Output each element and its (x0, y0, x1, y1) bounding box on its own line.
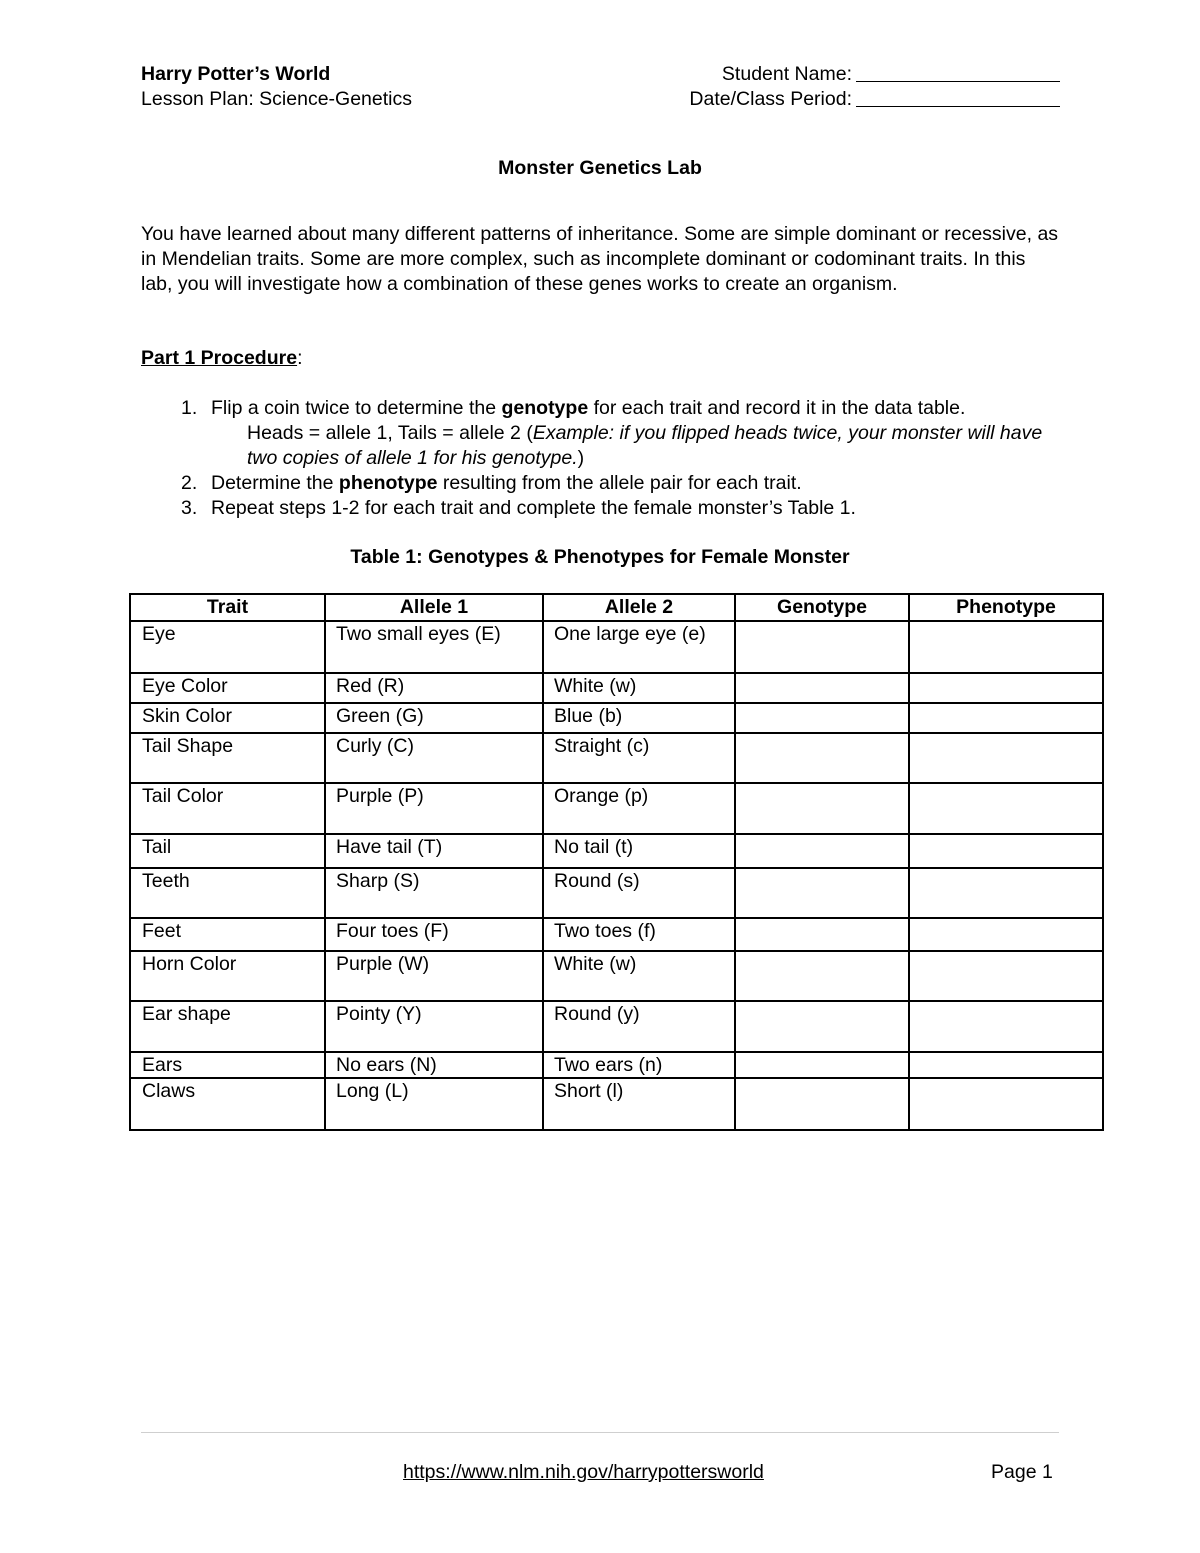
genotype-cell[interactable] (735, 673, 909, 703)
phenotype-cell[interactable] (909, 951, 1103, 1001)
trait-cell: Tail Shape (130, 733, 325, 783)
step-1-text-a: Flip a coin twice to determine the (211, 397, 502, 419)
genotype-phenotype-table (129, 593, 1104, 1131)
column-header-genotype: Genotype (735, 594, 909, 621)
phenotype-term: phenotype (338, 472, 438, 494)
procedure-steps (141, 396, 1071, 521)
table-row (130, 733, 1103, 783)
step-3 (141, 496, 1071, 521)
trait-cell: Ears (130, 1052, 325, 1078)
page-number: Page 1 (991, 1461, 1053, 1483)
student-name-blank[interactable] (856, 62, 1060, 82)
phenotype-cell[interactable] (909, 783, 1103, 834)
trait-cell: Eye Color (130, 673, 325, 703)
step-1-detail (141, 421, 1071, 471)
allele1-cell: Purple (P) (325, 783, 543, 834)
document-header-left (141, 62, 412, 112)
phenotype-cell[interactable] (909, 733, 1103, 783)
step-2-text-b: resulting from the allele pair for each trait. (437, 472, 802, 494)
table-row (130, 951, 1103, 1001)
allele2-cell: Blue (b) (543, 703, 735, 733)
genotype-cell[interactable] (735, 868, 909, 918)
trait-cell: Ear shape (130, 1001, 325, 1052)
allele1-cell: Purple (W) (325, 951, 543, 1001)
step-1-example: Example: if you flipped heads twice, your monster will have two copies of allele 1 for his genotype. (247, 422, 1043, 469)
genotype-cell[interactable] (735, 621, 909, 673)
column-header-allele1: Allele 1 (325, 594, 543, 621)
table-row (130, 1001, 1103, 1052)
step-2 (141, 471, 1071, 496)
allele2-cell: White (w) (543, 673, 735, 703)
genotype-cell[interactable] (735, 834, 909, 868)
step-3-number: 3. (181, 497, 198, 519)
phenotype-cell[interactable] (909, 621, 1103, 673)
allele1-cell: Pointy (Y) (325, 1001, 543, 1052)
step-1-detail-b: ) (577, 447, 585, 469)
genotype-cell[interactable] (735, 703, 909, 733)
part1-heading-colon: : (297, 347, 303, 369)
table-header-row (130, 594, 1103, 621)
allele2-cell: Short (l) (543, 1078, 735, 1130)
step-1-number: 1. (181, 397, 198, 419)
document-header-right (668, 62, 1060, 112)
genotype-cell[interactable] (735, 733, 909, 783)
lesson-plan-label: Lesson Plan: Science-Genetics (141, 88, 412, 110)
genotype-cell[interactable] (735, 1078, 909, 1130)
genotype-cell[interactable] (735, 918, 909, 951)
allele1-cell: Two small eyes (E) (325, 621, 543, 673)
phenotype-cell[interactable] (909, 868, 1103, 918)
part1-heading-text: Part 1 Procedure (141, 347, 298, 369)
allele2-cell: Round (s) (543, 868, 735, 918)
phenotype-cell[interactable] (909, 918, 1103, 951)
table-row (130, 673, 1103, 703)
trait-cell: Teeth (130, 868, 325, 918)
table-row (130, 1078, 1103, 1130)
step-2-text (211, 471, 1071, 496)
allele1-cell: Four toes (F) (325, 918, 543, 951)
trait-cell: Horn Color (130, 951, 325, 1001)
column-header-allele2: Allele 2 (543, 594, 735, 621)
allele1-cell: No ears (N) (325, 1052, 543, 1078)
trait-cell: Eye (130, 621, 325, 673)
table-row (130, 834, 1103, 868)
phenotype-cell[interactable] (909, 703, 1103, 733)
allele2-cell: Orange (p) (543, 783, 735, 834)
table-row (130, 868, 1103, 918)
table-row (130, 783, 1103, 834)
trait-cell: Feet (130, 918, 325, 951)
allele1-cell: Green (G) (325, 703, 543, 733)
allele2-cell: Two ears (n) (543, 1052, 735, 1078)
allele2-cell: Straight (c) (543, 733, 735, 783)
table-row (130, 621, 1103, 673)
allele2-cell: Two toes (f) (543, 918, 735, 951)
part1-heading (141, 346, 303, 371)
step-1-detail-a: Heads = allele 1, Tails = allele 2 ( (247, 422, 533, 444)
footer-divider (141, 1432, 1059, 1433)
step-3-text: Repeat steps 1-2 for each trait and complete the female monster’s Table 1. (211, 497, 856, 519)
allele1-cell: Curly (C) (325, 733, 543, 783)
allele1-cell: Sharp (S) (325, 868, 543, 918)
step-1-text (211, 396, 1071, 421)
table-row (130, 918, 1103, 951)
trait-cell: Tail Color (130, 783, 325, 834)
date-period-blank[interactable] (856, 87, 1060, 107)
footer-link[interactable]: https://www.nlm.nih.gov/harrypottersworld (403, 1461, 764, 1483)
column-header-trait: Trait (130, 594, 325, 621)
column-header-phenotype: Phenotype (909, 594, 1103, 621)
allele2-cell: White (w) (543, 951, 735, 1001)
date-period-label: Date/Class Period: (689, 88, 852, 110)
trait-cell: Claws (130, 1078, 325, 1130)
allele1-cell: Red (R) (325, 673, 543, 703)
date-period-row (668, 87, 1060, 112)
phenotype-cell[interactable] (909, 1001, 1103, 1052)
table-row (130, 703, 1103, 733)
trait-cell: Tail (130, 834, 325, 868)
allele1-cell: Long (L) (325, 1078, 543, 1130)
table-title: Table 1: Genotypes & Phenotypes for Female Monster (350, 546, 850, 568)
allele2-cell: Round (y) (543, 1001, 735, 1052)
genotype-cell[interactable] (735, 1001, 909, 1052)
allele2-cell: One large eye (e) (543, 621, 735, 673)
genotype-cell[interactable] (735, 1052, 909, 1078)
course-title: Harry Potter’s World (141, 63, 331, 85)
student-name-label: Student Name: (721, 63, 852, 85)
step-2-text-a: Determine the (211, 472, 339, 494)
intro-paragraph: You have learned about many different patterns of inheritance. Some are simple dominant or recessive, as in Mendelian traits. Some are more complex, such as incomplete dominant or codominant traits. In this lab, you will investigate how a combination of these genes works to create an organism. (141, 223, 1059, 295)
phenotype-cell[interactable] (909, 1078, 1103, 1130)
step-1-text-b: for each trait and record it in the data table. (588, 397, 966, 419)
step-2-number: 2. (181, 472, 198, 494)
phenotype-cell[interactable] (909, 834, 1103, 868)
phenotype-cell[interactable] (909, 673, 1103, 703)
genotype-cell[interactable] (735, 951, 909, 1001)
allele2-cell: No tail (t) (543, 834, 735, 868)
page-title: Monster Genetics Lab (498, 157, 702, 179)
allele1-cell: Have tail (T) (325, 834, 543, 868)
phenotype-cell[interactable] (909, 1052, 1103, 1078)
trait-cell: Skin Color (130, 703, 325, 733)
genotype-cell[interactable] (735, 783, 909, 834)
genotype-term: genotype (501, 397, 589, 419)
step-1 (141, 396, 1071, 421)
table-row (130, 1052, 1103, 1078)
student-name-row (668, 62, 1060, 87)
